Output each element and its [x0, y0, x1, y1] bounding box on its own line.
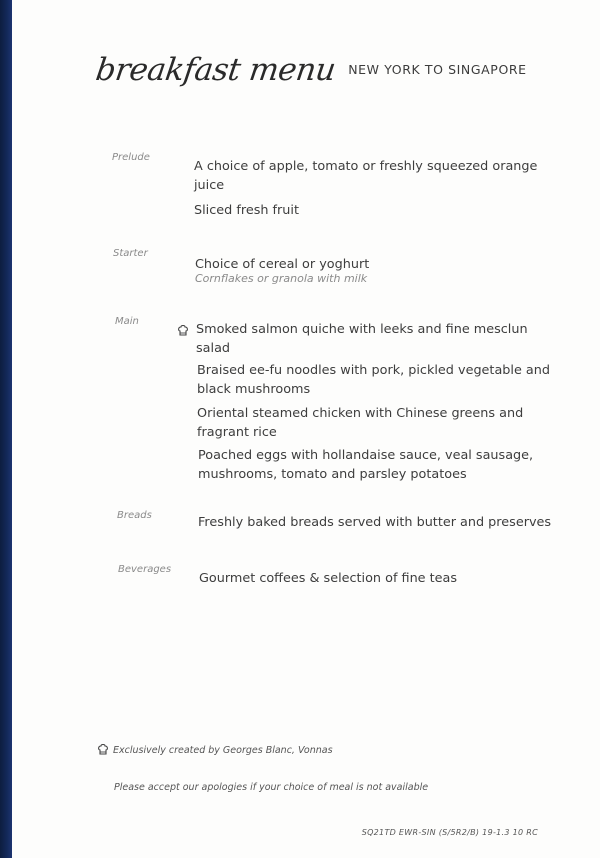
route-label: NEW YORK TO SINGAPORE: [348, 62, 527, 77]
section-label-main: Main: [115, 316, 139, 327]
menu-item: Smoked salmon quiche with leeks and fine mesclun salad: [196, 322, 528, 356]
menu-item: Oriental steamed chicken with Chinese greens and fragrant rice: [197, 406, 524, 440]
menu-item: Gourmet coffees & selection of fine teas: [199, 571, 458, 586]
menu-item: A choice of apple, tomato or freshly squeezed orange juice: [194, 159, 538, 193]
chef-credit-note: Exclusively created by Georges Blanc, Vonnas: [113, 745, 333, 756]
chef-hat-icon: [178, 325, 188, 340]
section-label-breads: Breads: [117, 510, 152, 521]
section-label-prelude: Prelude: [112, 152, 150, 163]
menu-item: Poached eggs with hollandaise sauce, veal sausage, mushrooms, tomato and parsley potatoes: [198, 448, 534, 482]
section-label-starter: Starter: [113, 248, 148, 259]
menu-title: breakfast menu: [93, 52, 338, 88]
navy-spine: [0, 0, 12, 858]
menu-item: Braised ee-fu noodles with pork, pickled vegetable and black mushrooms: [197, 363, 550, 397]
menu-item: Freshly baked breads served with butter and preserves: [198, 515, 552, 530]
menu-header: [93, 52, 527, 88]
menu-item: Choice of cereal or yoghurt: [195, 257, 370, 272]
menu-item-description: Cornflakes or granola with milk: [195, 272, 368, 285]
chef-hat-icon: [98, 744, 108, 759]
section-label-beverages: Beverages: [118, 564, 172, 575]
apology-note: Please accept our apologies if your choice of meal is not available: [114, 782, 429, 793]
menu-item: Sliced fresh fruit: [194, 203, 299, 218]
menu-code: SQ21TD EWR-SIN (S/5R2/B) 19-1.3 10 RC: [361, 828, 538, 837]
